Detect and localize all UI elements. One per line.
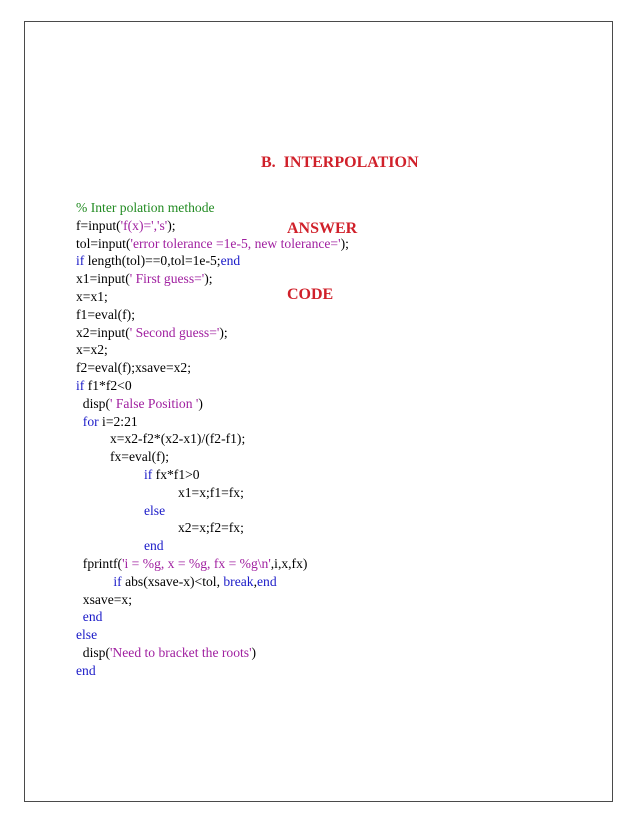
code-string: 'error tolerance =1e-5, new tolerance=': [130, 235, 341, 251]
code-text: x=x1;: [76, 288, 108, 304]
code-text: f1=eval(f);: [76, 306, 135, 322]
code-line: [76, 537, 349, 555]
heading-title: B. INTERPOLATION: [261, 154, 419, 171]
code-line: [76, 466, 349, 484]
code-text: [76, 414, 83, 429]
document-page: [24, 21, 613, 802]
code-text: f2=eval(f);xsave=x2;: [76, 360, 191, 376]
code-text: fx=eval(f);: [76, 449, 169, 465]
code-line: [76, 235, 349, 253]
heading-subtitle-answer: ANSWER: [287, 220, 358, 237]
code-text: disp(: [76, 644, 110, 660]
code-keyword: else: [76, 627, 98, 643]
code-text: length(tol)==0,tol=1e-5;: [84, 253, 221, 269]
code-text: xsave=x;: [76, 591, 132, 607]
code-text: [76, 574, 113, 589]
code-text: );: [204, 271, 213, 287]
code-text: ,i,x,fx): [270, 555, 308, 571]
code-keyword: end: [256, 573, 277, 589]
code-text: ,: [253, 573, 257, 589]
heading-subtitle-code: CODE: [287, 286, 334, 303]
code-keyword: for: [82, 413, 99, 429]
code-line: [76, 573, 349, 591]
code-string: 'f(x)=','s': [120, 217, 168, 233]
code-text: f1*f2<0: [84, 377, 132, 393]
code-keyword: if: [76, 377, 85, 393]
code-text: );: [167, 217, 176, 233]
code-text: disp(: [76, 395, 110, 411]
code-keyword: else: [143, 502, 166, 518]
code-line: [76, 644, 349, 662]
code-listing: [76, 199, 349, 680]
code-keyword: if: [76, 253, 85, 269]
code-text: x1=x;f1=fx;: [76, 484, 244, 500]
code-text: fprintf(: [76, 555, 123, 571]
code-line: [76, 608, 349, 626]
code-keyword: if: [113, 573, 122, 589]
code-line: [76, 359, 349, 377]
code-line: [76, 448, 349, 466]
code-string: ' First guess=': [129, 271, 205, 287]
code-comment: % Inter polation methode: [76, 200, 215, 215]
code-text: x=x2;: [76, 342, 108, 358]
code-line: [76, 430, 349, 448]
code-line: [76, 217, 349, 235]
code-line: [76, 555, 349, 573]
code-line: [76, 199, 349, 217]
code-text: tol=input(: [76, 235, 131, 251]
code-text: [76, 609, 83, 624]
code-text: [76, 467, 144, 482]
code-line: [76, 502, 349, 520]
code-text: abs(xsave-x)<tol,: [121, 573, 224, 589]
code-line: [76, 270, 349, 288]
code-line: [76, 662, 349, 680]
code-line: [76, 591, 349, 609]
code-text: );: [340, 235, 349, 251]
code-line: [76, 288, 349, 306]
code-text: ): [198, 395, 203, 411]
code-text: [76, 538, 144, 553]
code-text: x1=input(: [76, 271, 130, 287]
code-text: x2=input(: [76, 324, 130, 340]
code-line: [76, 395, 349, 413]
code-line: [76, 377, 349, 395]
code-string: ' Second guess=': [129, 324, 220, 340]
code-keyword: end: [143, 538, 164, 554]
code-line: [76, 341, 349, 359]
code-line: [76, 519, 349, 537]
code-line: [76, 484, 349, 502]
code-line: [76, 413, 349, 431]
code-string: ' False Position ': [109, 395, 199, 411]
code-keyword: end: [82, 609, 103, 625]
code-text: ): [251, 644, 257, 660]
code-keyword: end: [76, 662, 96, 678]
code-keyword: end: [220, 253, 241, 269]
code-line: [76, 252, 349, 270]
code-text: fx*f1>0: [152, 466, 200, 482]
code-text: [76, 503, 144, 518]
code-line: [76, 324, 349, 342]
code-text: x=x2-f2*(x2-x1)/(f2-f1);: [76, 431, 246, 447]
code-line: [76, 626, 349, 644]
code-text: x2=x;f2=fx;: [76, 520, 244, 536]
code-text: f=input(: [76, 217, 121, 233]
code-text: i=2:21: [98, 413, 138, 429]
code-text: );: [219, 324, 228, 340]
code-line: [76, 306, 349, 324]
code-string: 'i = %g, x = %g, fx = %g\n': [122, 555, 271, 571]
code-string: 'Need to bracket the roots': [109, 644, 252, 660]
code-keyword: if: [143, 466, 153, 482]
code-keyword: break: [223, 573, 254, 589]
